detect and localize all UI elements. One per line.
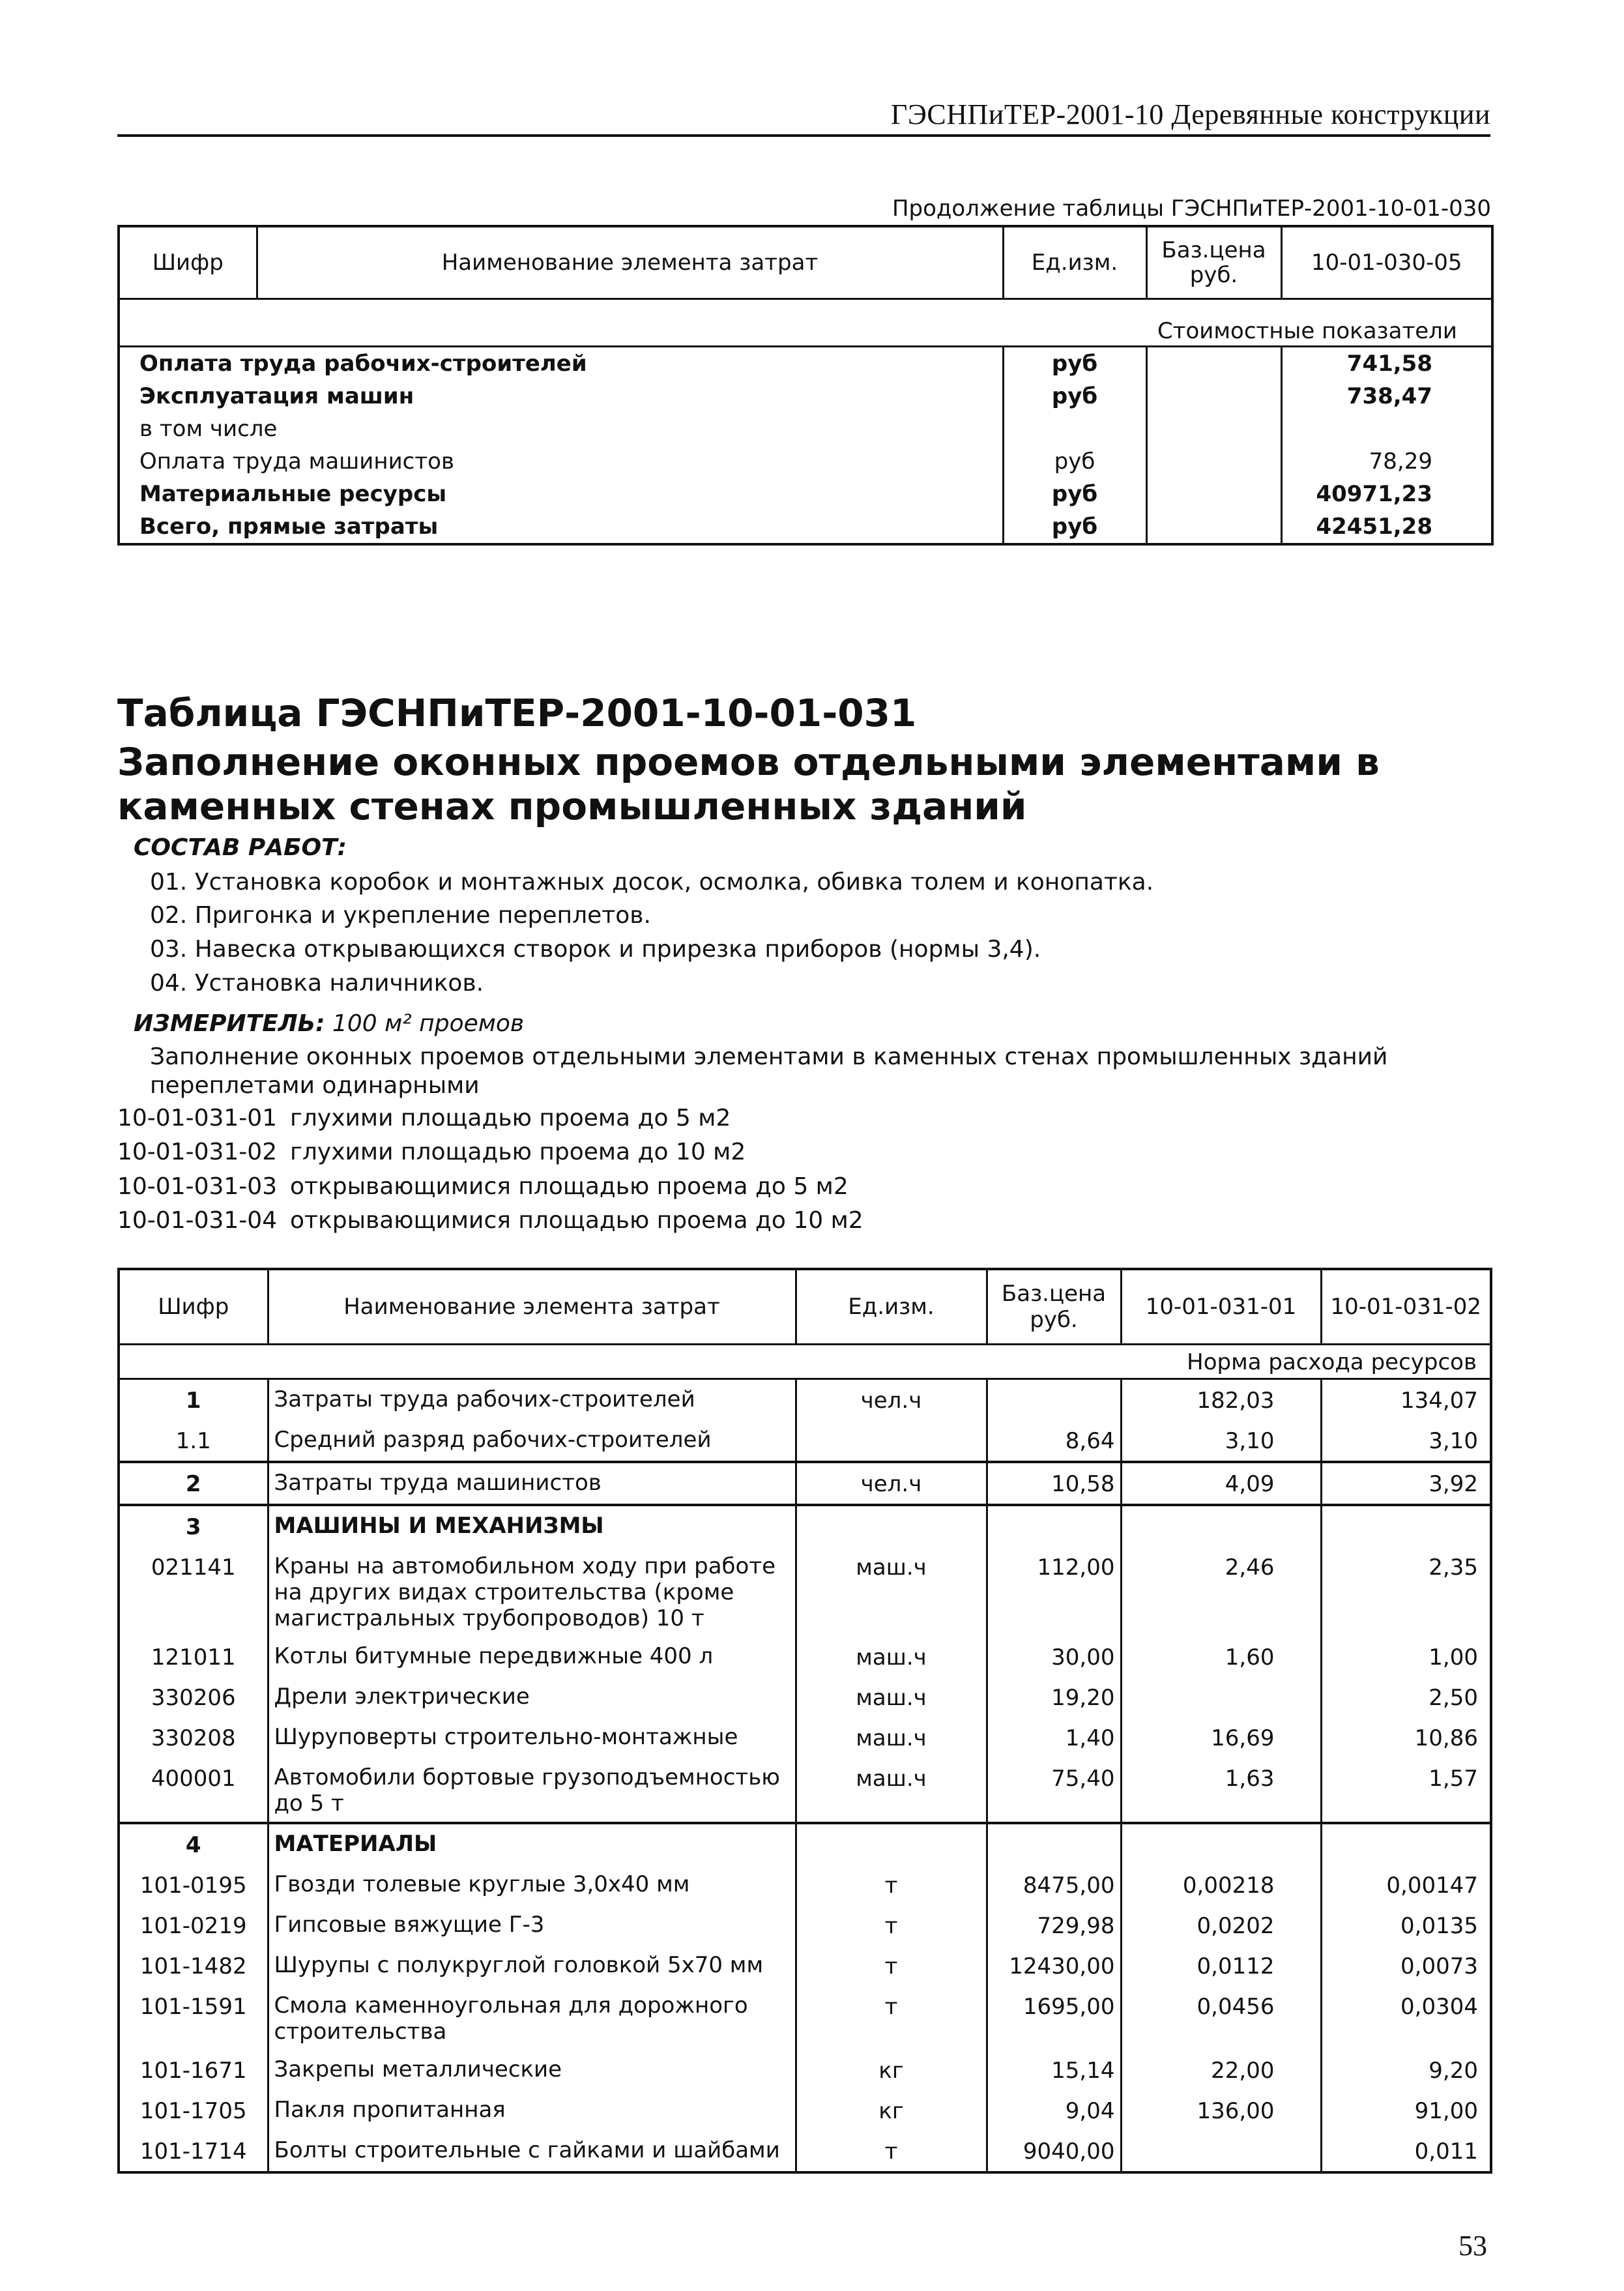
code-entry-code: 10-01-031-02 [117, 1139, 278, 1165]
table2-row [119, 1420, 1491, 1462]
table1-cell-unit: руб [1003, 445, 1146, 478]
table2-cell-unit: маш.ч [796, 1717, 987, 1758]
running-head: ГЭСНПиТЕР-2001-10 Деревянные конструкции [890, 98, 1490, 130]
table2-row [119, 2131, 1491, 2172]
table2-cell-norm-2: 2,50 [1321, 1677, 1491, 1717]
table2-caption-row [119, 1345, 1491, 1379]
code-entry-text: открывающимися площадью проема до 10 м2 [290, 1207, 863, 1234]
table1-cell-price [1146, 445, 1281, 478]
code-entry-code: 10-01-031-03 [117, 1173, 278, 1200]
table2-row [119, 1717, 1491, 1758]
table2-cell-name: Котлы битумные передвижные 400 л [268, 1637, 796, 1677]
table2-cell-unit: маш.ч [796, 1758, 987, 1823]
table2-row [119, 1379, 1491, 1421]
table2-cell-norm-2: 9,20 [1321, 2050, 1491, 2090]
table2-cell-norm-2: 134,07 [1321, 1379, 1491, 1421]
table2-header-unit: Ед.изм. [796, 1269, 987, 1345]
work-item: 03. Навеска открывающихся створок и прирезка приборов (нормы 3,4). [150, 936, 1041, 963]
table2-cell-norm-2: 2,35 [1321, 1547, 1491, 1637]
table2-cell-norm-2: 0,011 [1321, 2131, 1491, 2172]
table1-row [119, 478, 1492, 510]
table1-row [119, 445, 1492, 478]
table2-cell-code: 121011 [119, 1637, 268, 1677]
table2-cell-norm-2: 3,10 [1321, 1420, 1491, 1462]
table1-cell-price [1146, 510, 1281, 544]
table2-header-row [119, 1269, 1491, 1345]
table2-cell-name: Болты строительные с гайками и шайбами [268, 2131, 796, 2172]
table2-row [119, 2090, 1491, 2131]
page-number: 53 [1458, 2230, 1487, 2262]
table2-cell-price [987, 1379, 1121, 1421]
code-entry-code: 10-01-031-01 [117, 1105, 278, 1131]
table1-cell-unit: руб [1003, 478, 1146, 510]
table2-cell-price: 8475,00 [987, 1865, 1121, 1905]
table2-cell-price: 75,40 [987, 1758, 1121, 1823]
table2-cell-code: 1 [119, 1379, 268, 1421]
table1-cell-price [1146, 413, 1281, 445]
table1-cell-value [1281, 413, 1492, 445]
table-subtitle: Заполнение оконных проемов отдельными элементами в каменных стенах промышленных зданий [117, 740, 1380, 828]
table-title: Таблица ГЭСНПиТЕР-2001-10-01-031 [117, 691, 917, 735]
table2-row [119, 1986, 1491, 2050]
table2-cell-name: МАТЕРИАЛЫ [268, 1823, 796, 1865]
table2-cell-price: 1695,00 [987, 1986, 1121, 2050]
table2-row [119, 1547, 1491, 1637]
table2-cell-price: 1,40 [987, 1717, 1121, 1758]
table2-cell-norm-2: 0,0073 [1321, 1946, 1491, 1986]
table1-cell-unit: руб [1003, 380, 1146, 413]
table2-cell-unit [796, 1420, 987, 1462]
table2-cell-unit: маш.ч [796, 1677, 987, 1717]
table1-cell-value: 738,47 [1281, 380, 1492, 413]
table2-cell-norm-1: 22,00 [1121, 2050, 1321, 2090]
table2-cell-price: 729,98 [987, 1905, 1121, 1946]
table2-cell-norm-2 [1321, 1823, 1491, 1865]
table2-cell-name: Дрели электрические [268, 1677, 796, 1717]
table2-row [119, 1905, 1491, 1946]
table2-cell-code: 1.1 [119, 1420, 268, 1462]
table2-cell-norm-1: 136,00 [1121, 2090, 1321, 2131]
table2-cell-name: Средний разряд рабочих-строителей [268, 1420, 796, 1462]
table2-cell-norm-2: 0,0135 [1321, 1905, 1491, 1946]
table1-cell-name: в том числе [139, 413, 886, 445]
table2-cell-norm-2: 1,00 [1321, 1637, 1491, 1677]
table2-cell-code: 101-1482 [119, 1946, 268, 1986]
table2-cell-norm-1: 182,03 [1121, 1379, 1321, 1421]
table2-cell-norm-1 [1121, 1823, 1321, 1865]
table2-row [119, 1823, 1491, 1865]
table1-cell-value: 40971,23 [1281, 478, 1492, 510]
table2 [117, 1268, 1492, 2174]
table1-row [119, 380, 1492, 413]
table2-cell-price: 112,00 [987, 1547, 1121, 1637]
table2-cell-price: 12430,00 [987, 1946, 1121, 1986]
table1-row [119, 510, 1492, 544]
table2-row [119, 1865, 1491, 1905]
table2-cell-unit: т [796, 2131, 987, 2172]
table2-cell-unit: т [796, 1865, 987, 1905]
code-entry [117, 1173, 848, 1200]
table2-header-norm-2: 10-01-031-02 [1321, 1269, 1491, 1345]
table2-cell-code: 101-1714 [119, 2131, 268, 2172]
table2-cell-norm-1: 3,10 [1121, 1420, 1321, 1462]
code-entry-text: глухими площадью проема до 10 м2 [290, 1139, 746, 1165]
table2-cell-price [987, 1505, 1121, 1547]
table2-row [119, 2050, 1491, 2090]
table2-caption: Норма расхода ресурсов [119, 1345, 1491, 1379]
table2-row [119, 1677, 1491, 1717]
table1-header-row [119, 226, 1492, 299]
table1-caption: Стоимостные показатели [119, 299, 1492, 347]
table2-cell-norm-1 [1121, 2131, 1321, 2172]
measure-line [134, 1010, 524, 1037]
table2-cell-code: 330206 [119, 1677, 268, 1717]
table1-row [119, 347, 1492, 381]
measure-value: 100 м² проемов [332, 1010, 525, 1037]
table2-cell-unit [796, 1505, 987, 1547]
measure-label: ИЗМЕРИТЕЛЬ: [134, 1010, 325, 1037]
table1-caption-row [119, 299, 1492, 347]
table2-cell-unit: маш.ч [796, 1637, 987, 1677]
header-rule [117, 134, 1490, 137]
table2-cell-name: МАШИНЫ И МЕХАНИЗМЫ [268, 1505, 796, 1547]
fill-description: Заполнение оконных проемов отдельными элементами в каменных стенах промышленных зданий переплетами одинарными [150, 1043, 1388, 1099]
table2-cell-price: 8,64 [987, 1420, 1121, 1462]
table1 [117, 225, 1494, 546]
table2-cell-norm-2: 1,57 [1321, 1758, 1491, 1823]
table2-cell-norm-1 [1121, 1505, 1321, 1547]
table2-header-price: Баз.цена руб. [987, 1269, 1121, 1345]
table2-cell-unit: маш.ч [796, 1547, 987, 1637]
table2-cell-name: Краны на автомобильном ходу при работе на других видах строительства (кроме магистральных трубопроводов) 10 т [268, 1547, 796, 1637]
table1-cell-price [1146, 478, 1281, 510]
table2-cell-name: Шуруповерты строительно-монтажные [268, 1717, 796, 1758]
table2-cell-unit: т [796, 1986, 987, 2050]
table2-cell-code: 101-0195 [119, 1865, 268, 1905]
table1-header-unit: Ед.изм. [1003, 226, 1146, 299]
table1-cell-price [1146, 380, 1281, 413]
table2-cell-code: 330208 [119, 1717, 268, 1758]
table2-cell-name: Гвозди толевые круглые 3,0х40 мм [268, 1865, 796, 1905]
work-item: 04. Установка наличников. [150, 970, 484, 997]
table2-cell-norm-1: 0,0202 [1121, 1905, 1321, 1946]
table2-cell-unit: кг [796, 2050, 987, 2090]
table2-cell-name: Затраты труда машинистов [268, 1462, 796, 1505]
table1-header-norm: 10-01-030-05 [1281, 226, 1492, 299]
table1-cell-name: Оплата труда рабочих-строителей [139, 347, 886, 381]
table2-cell-price: 19,20 [987, 1677, 1121, 1717]
table2-cell-price: 15,14 [987, 2050, 1121, 2090]
table1-row [119, 413, 1492, 445]
table2-cell-code: 101-1671 [119, 2050, 268, 2090]
code-entry-code: 10-01-031-04 [117, 1207, 278, 1234]
table1-continuation: Продолжение таблицы ГЭСНПиТЕР-2001-10-01-030 [892, 196, 1491, 222]
code-entry [117, 1207, 863, 1234]
table2-cell-code: 4 [119, 1823, 268, 1865]
table1-cell-value: 42451,28 [1281, 510, 1492, 544]
work-item: 01. Установка коробок и монтажных досок, осмолка, обивка толем и конопатка. [150, 869, 1154, 896]
table2-cell-name: Затраты труда рабочих-строителей [268, 1379, 796, 1421]
table2-cell-norm-1: 1,60 [1121, 1637, 1321, 1677]
table2-cell-norm-1: 0,0456 [1121, 1986, 1321, 2050]
table2-row [119, 1758, 1491, 1823]
table2-cell-price: 9040,00 [987, 2131, 1121, 2172]
table1-cell-name: Материальные ресурсы [139, 478, 886, 510]
table2-header-name: Наименование элемента затрат [268, 1269, 796, 1345]
table2-cell-name: Гипсовые вяжущие Г-3 [268, 1905, 796, 1946]
table2-cell-code: 101-0219 [119, 1905, 268, 1946]
table1-cell-unit [1003, 413, 1146, 445]
table2-cell-name: Смола каменноугольная для дорожного строительства [268, 1986, 796, 2050]
table1-cell-value: 78,29 [1281, 445, 1492, 478]
code-entry-text: открывающимися площадью проема до 5 м2 [290, 1173, 848, 1200]
table2-cell-norm-1 [1121, 1677, 1321, 1717]
table2-cell-norm-2: 10,86 [1321, 1717, 1491, 1758]
table2-header-norm-1: 10-01-031-01 [1121, 1269, 1321, 1345]
table2-cell-price [987, 1823, 1121, 1865]
table2-cell-unit: чел.ч [796, 1462, 987, 1505]
table1-header-price: Баз.цена руб. [1146, 226, 1281, 299]
table2-cell-norm-1: 1,63 [1121, 1758, 1321, 1823]
table1-header-name: Наименование элемента затрат [257, 226, 1003, 299]
work-item: 02. Пригонка и укрепление переплетов. [150, 902, 651, 929]
table2-cell-norm-1: 2,46 [1121, 1547, 1321, 1637]
table2-row [119, 1462, 1491, 1505]
table2-cell-code: 101-1705 [119, 2090, 268, 2131]
table1-header-code: Шифр [119, 226, 257, 299]
table2-cell-code: 400001 [119, 1758, 268, 1823]
table2-cell-norm-2: 0,00147 [1321, 1865, 1491, 1905]
table2-row [119, 1505, 1491, 1547]
table2-cell-price: 30,00 [987, 1637, 1121, 1677]
table2-cell-price: 10,58 [987, 1462, 1121, 1505]
code-entry [117, 1105, 731, 1131]
work-composition-heading: СОСТАВ РАБОТ: [134, 834, 347, 861]
table2-cell-name: Шурупы с полукруглой головкой 5х70 мм [268, 1946, 796, 1986]
table2-cell-norm-2 [1321, 1505, 1491, 1547]
table1-cell-unit: руб [1003, 510, 1146, 544]
table2-cell-unit [796, 1823, 987, 1865]
table2-cell-name: Закрепы металлические [268, 2050, 796, 2090]
table2-header-code: Шифр [119, 1269, 268, 1345]
table1-cell-unit: руб [1003, 347, 1146, 381]
table2-cell-code: 2 [119, 1462, 268, 1505]
table2-cell-code: 3 [119, 1505, 268, 1547]
table1-cell-name: Оплата труда машинистов [139, 445, 886, 478]
table1-cell-price [1146, 347, 1281, 381]
table2-cell-unit: кг [796, 2090, 987, 2131]
table2-cell-unit: т [796, 1946, 987, 1986]
table2-cell-unit: чел.ч [796, 1379, 987, 1421]
table2-cell-norm-1: 0,00218 [1121, 1865, 1321, 1905]
code-entry [117, 1139, 746, 1165]
table1-cell-name: Всего, прямые затраты [139, 510, 886, 544]
table2-cell-norm-2: 0,0304 [1321, 1986, 1491, 2050]
table2-cell-norm-1: 4,09 [1121, 1462, 1321, 1505]
code-entry-text: глухими площадью проема до 5 м2 [290, 1105, 731, 1131]
table2-cell-norm-1: 0,0112 [1121, 1946, 1321, 1986]
table2-cell-code: 101-1591 [119, 1986, 268, 2050]
table2-row [119, 1637, 1491, 1677]
table2-cell-name: Автомобили бортовые грузоподъемностью до 5 т [268, 1758, 796, 1823]
table2-row [119, 1946, 1491, 1986]
table2-cell-norm-1: 16,69 [1121, 1717, 1321, 1758]
table1-cell-value: 741,58 [1281, 347, 1492, 381]
table1-cell-name: Эксплуатация машин [139, 380, 886, 413]
table2-cell-unit: т [796, 1905, 987, 1946]
table2-cell-price: 9,04 [987, 2090, 1121, 2131]
table2-cell-code: 021141 [119, 1547, 268, 1637]
table2-cell-name: Пакля пропитанная [268, 2090, 796, 2131]
table2-cell-norm-2: 91,00 [1321, 2090, 1491, 2131]
table2-cell-norm-2: 3,92 [1321, 1462, 1491, 1505]
